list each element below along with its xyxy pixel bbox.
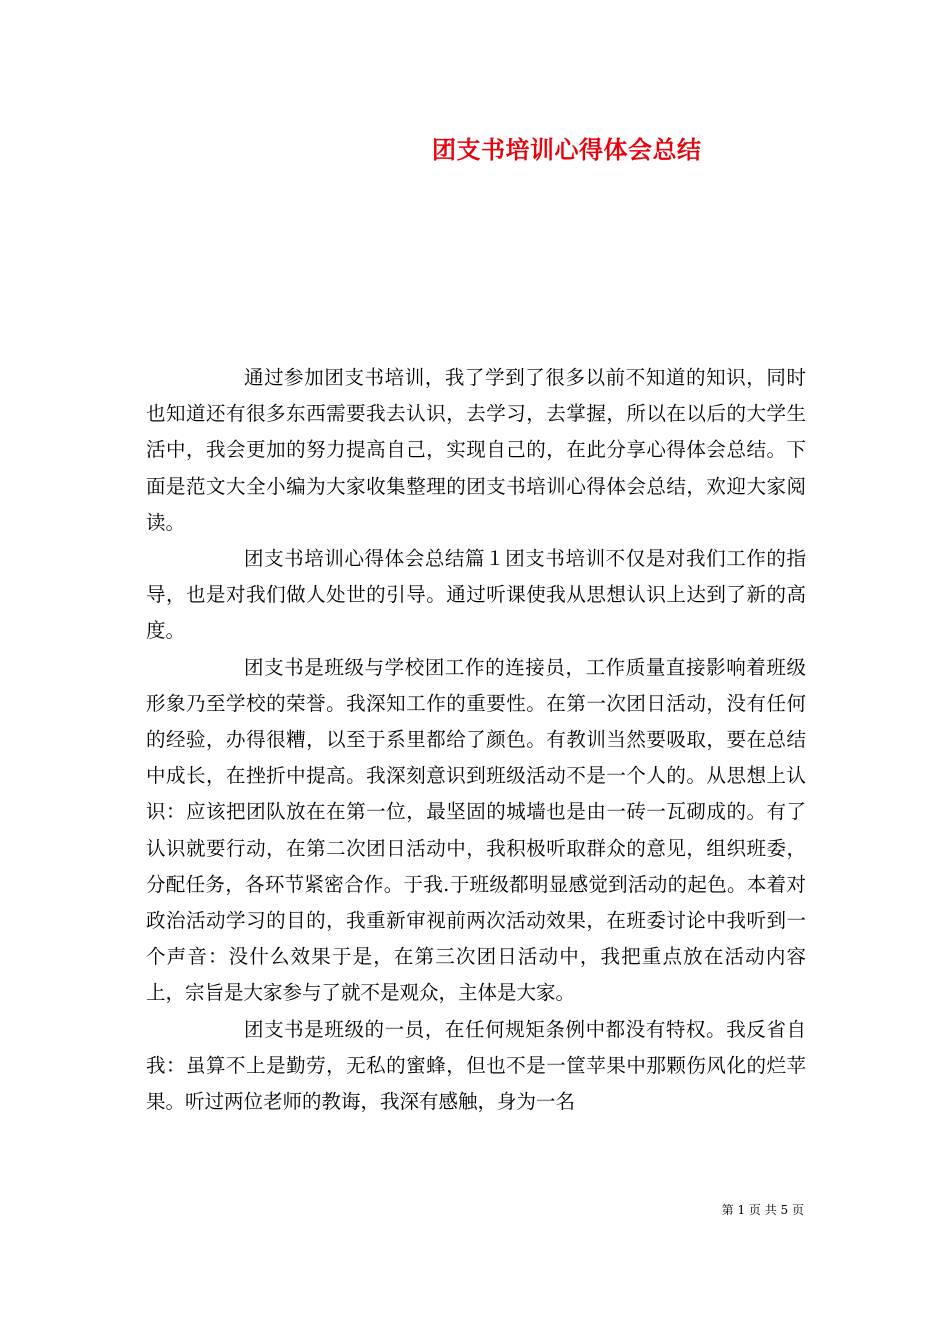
document-body — [146, 360, 806, 1120]
paragraph-4: 团支书是班级的一员，在任何规矩条例中都没有特权。我反省自我：虽算不上是勤劳，无私的蜜蜂，但也不是一筐苹果中那颗伤风化的烂苹果。听过两位老师的教诲，我深有感触，身为一名 — [146, 1017, 806, 1114]
paragraph-3: 团支书是班级与学校团工作的连接员，工作质量直接影响着班级形象乃至学校的荣誉。我深知工作的重要性。在第一次团日活动，没有任何的经验，办得很糟，以至于系里都给了颜色。有教训当然要吸取，要在总结中成长，在挫折中提高。我深刻意识到班级活动不是一个人的。从思想上认识：应该把团队放在在第一位，最坚固的城墙也是由一砖一瓦砌成的。有了认识就要行动，在第二次团日活动中，我积极听取群众的意见，组织班委，分配任务，各环节紧密合作。于我.于班级都明显感觉到活动的起色。本着对政治活动学习的目的，我重新审视前两次活动效果，在班委讨论中我听到一个声音：没什么效果于是，在第三次团日活动中，我把重点放在活动内容上，宗旨是大家参与了就不是观众，主体是大家。 — [146, 655, 806, 1005]
paragraph-1: 通过参加团支书培训，我了学到了很多以前不知道的知识，同时也知道还有很多东西需要我去认识，去学习，去掌握，所以在以后的大学生活中，我会更加的努力提高自己，实现自己的，在此分享心得体会总结。下面是范文大全小编为大家收集整理的团支书培训心得体会总结，欢迎大家阅读。 — [146, 366, 806, 534]
page-number-footer: 第 1 页 共 5 页 — [721, 1203, 804, 1217]
paragraph-2: 团支书培训心得体会总结篇１团支书培训不仅是对我们工作的指导，也是对我们做人处世的引导。通过听课使我从思想认识上达到了新的高度。 — [146, 547, 806, 643]
document-title: 团支书培训心得体会总结 — [432, 135, 702, 164]
